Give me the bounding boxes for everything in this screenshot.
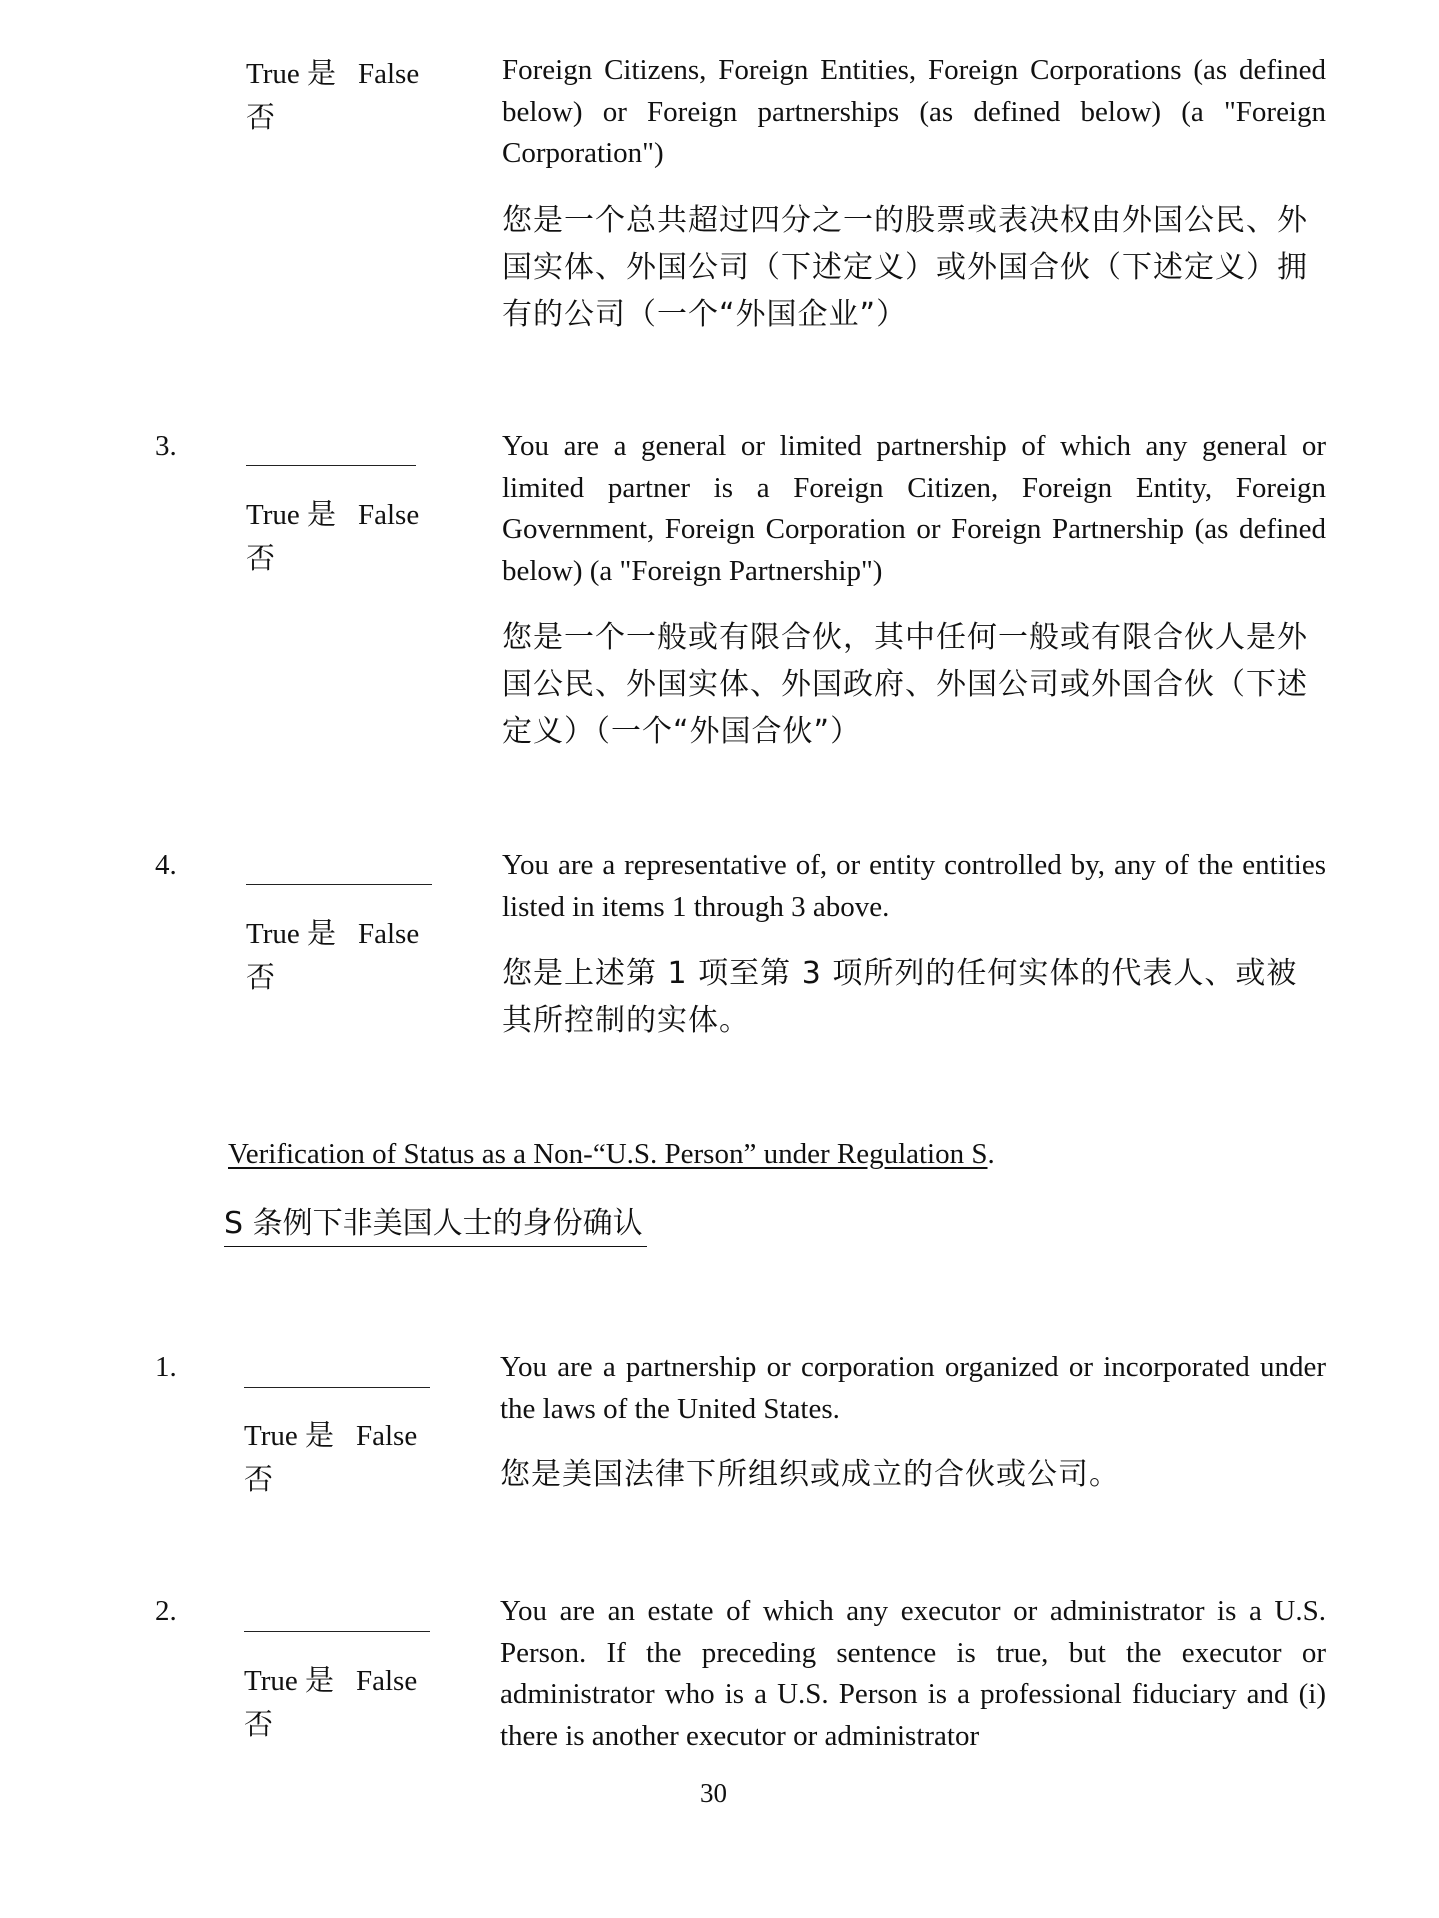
item-a3-answer-blank[interactable]: [246, 465, 416, 466]
item-a3-chinese: 您是一个一般或有限合伙，其中任何一般或有限合伙人是外国公民、外国实体、外国政府、外国公司或外国合伙（下述定义）（一个“外国合伙”）: [502, 620, 1308, 749]
item-a4-chinese: 您是上述第 1 项至第 3 项所列的任何实体的代表人、或被其所控制的实体。: [502, 956, 1298, 1038]
item-a4-answer-blank[interactable]: [246, 884, 432, 885]
item-a2-chinese: 您是一个总共超过四分之一的股票或表决权由外国公民、外国实体、外国公司（下述定义）或外国合伙（下述定义）拥有的公司（一个“外国企业”）: [502, 203, 1308, 332]
item-b2-answer-blank[interactable]: [244, 1631, 430, 1632]
item-b1-number: 1.: [155, 1351, 177, 1383]
true-false-label-a2: True 是 False 否: [246, 58, 420, 134]
item-b1-chinese: 您是美国法律下所组织或成立的合伙或公司。: [500, 1457, 1120, 1492]
item-b1-english: You are a partnership or corporation organized or incorporated under the laws of the United States.: [500, 1351, 1326, 1425]
true-false-label-b1: True 是 False 否: [244, 1420, 418, 1496]
item-a3-number: 3.: [155, 430, 177, 462]
item-b2-english: You are an estate of which any executor or administrator is a U.S. Person. If the preceding sentence is true, but the executor or administrator who is a U.S. Person is a professional fiduciary and (i) there is another executor or administrator: [500, 1595, 1326, 1752]
item-b2-number: 2.: [155, 1595, 177, 1627]
true-false-label-b2: True 是 False 否: [244, 1665, 418, 1741]
page-number: 30: [700, 1778, 727, 1808]
item-b1-answer-blank[interactable]: [244, 1387, 430, 1388]
section-heading-english: Verification of Status as a Non-“U.S. Person” under Regulation S.: [228, 1138, 995, 1170]
section-heading-chinese: S 条例下非美国人士的身份确认: [224, 1202, 647, 1247]
item-a3-english: You are a general or limited partnership of which any general or limited partner is a Foreign Citizen, Foreign Entity, Foreign Government, Foreign Corporation or Foreign Partnership (as defined below) (a "Foreign Partnership"): [502, 430, 1326, 587]
true-false-label-a4: True 是 False 否: [246, 918, 420, 994]
item-a4-number: 4.: [155, 849, 177, 881]
item-a2-english: Foreign Citizens, Foreign Entities, Foreign Corporations (as defined below) or Foreign partnerships (as defined below) (a "Foreign Corporation"): [502, 54, 1326, 169]
true-false-label-a3: True 是 False 否: [246, 499, 420, 575]
item-a4-english: You are a representative of, or entity controlled by, any of the entities listed in items 1 through 3 above.: [502, 849, 1326, 923]
